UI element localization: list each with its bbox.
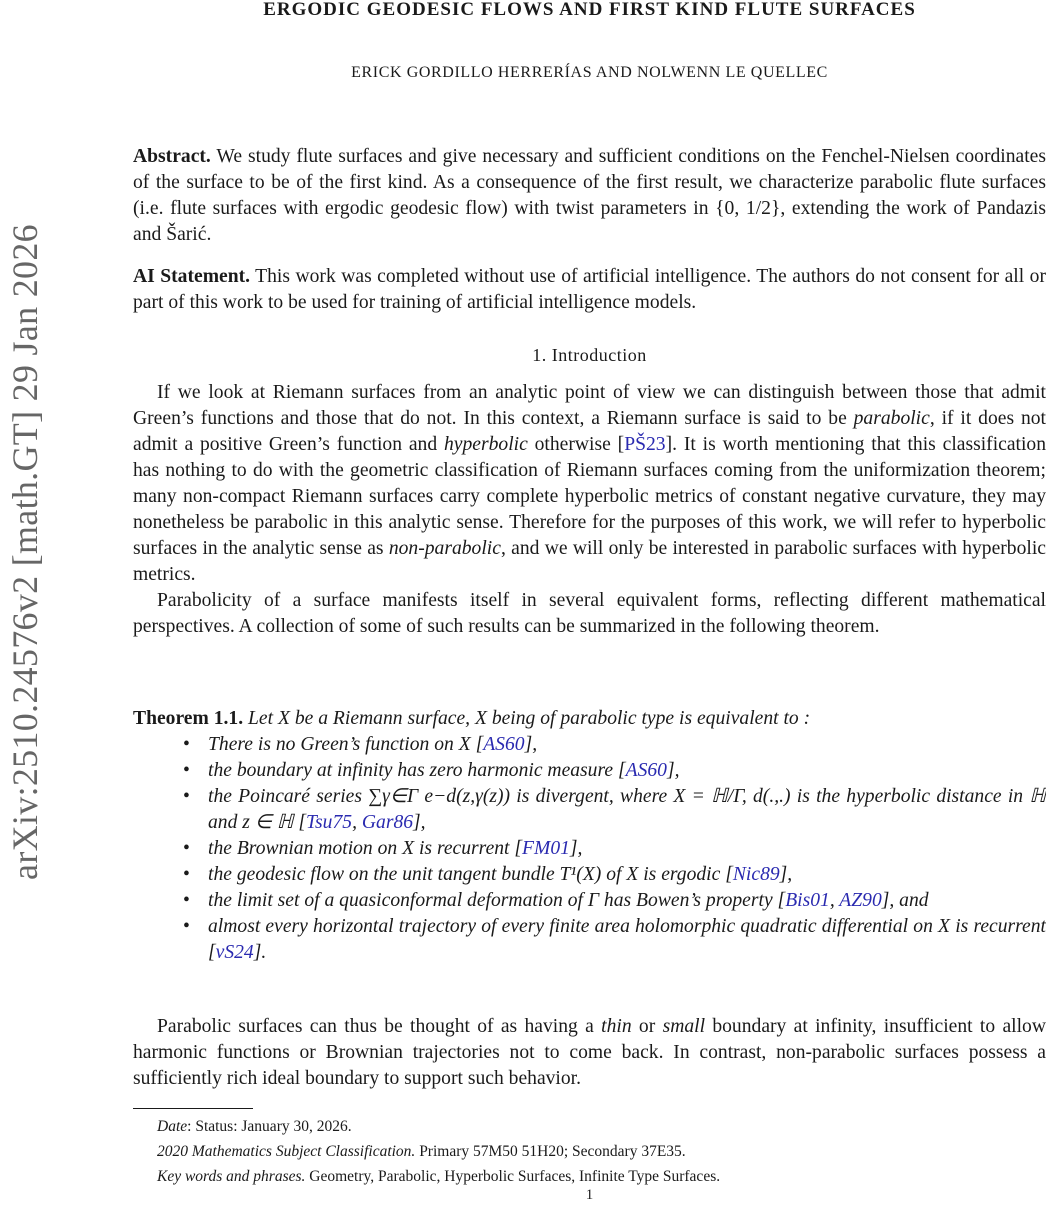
intro-paragraph-2: Parabolicity of a surface manifests itself in several equivalent forms, reflecting different mathematical perspectives. A collection of some of such results can be summarized in the following theorem. (133, 590, 1046, 637)
abstract-text: We study flute surfaces and give necessary and sufficient conditions on the Fenchel-Nielsen coordinates of the surface to be of the first kind. As a consequence of the first result, we characterize parabolic flute surfaces (i.e. flute surfaces with ergodic geodesic flow) with twist parameters in {0, 1/2}, extending the work of Pandazis and Šarić. (133, 146, 1046, 245)
introduction-body (133, 380, 1046, 640)
citation-link[interactable]: vS24 (215, 942, 254, 963)
citation-link[interactable]: AS60 (483, 734, 525, 755)
citation-link[interactable]: Nic89 (732, 864, 780, 885)
ai-statement (133, 264, 1046, 316)
closing-paragraph: Parabolic surfaces can thus be thought of as having a thin or small boundary at infinity, insufficient to allow harmonic functions or Brownian trajectories not to come back. In contrast, non-parabolic surfaces possess a sufficiently rich ideal boundary to support such behavior. (133, 1016, 1046, 1089)
theorem-1-1 (133, 706, 1046, 966)
theorem-condition: • the geodesic flow on the unit tangent bundle T¹(X) of X is ergodic [Nic89], (133, 862, 1046, 888)
citation-link[interactable]: Gar86 (361, 812, 414, 833)
theorem-condition: • the Brownian motion on X is recurrent [FM01], (133, 836, 1046, 862)
abstract (133, 144, 1046, 248)
page-number: 1 (585, 1187, 594, 1203)
theorem-label: Theorem 1.1. (133, 708, 244, 729)
theorem-condition: • the boundary at infinity has zero harmonic measure [AS60], (133, 758, 1046, 784)
theorem-condition: • the limit set of a quasiconformal deformation of Γ has Bowen’s property [Bis01, AZ90], and (133, 888, 1046, 914)
theorem-conditions-list (133, 732, 1046, 966)
abstract-label: Abstract. (133, 146, 211, 167)
citation-link[interactable]: AS60 (625, 760, 667, 781)
footnote-msc: 2020 Mathematics Subject Classification. Primary 57M50 51H20; Secondary 37E35. (157, 1143, 686, 1160)
ai-statement-label: AI Statement. (133, 266, 251, 287)
footnotes (157, 1114, 1046, 1189)
footnote-rule (133, 1108, 253, 1109)
citation-link[interactable]: PŠ23 (624, 434, 666, 455)
citation-link[interactable]: FM01 (522, 838, 570, 859)
citation-link[interactable]: AZ90 (839, 890, 882, 911)
citation-link[interactable]: Tsu75 (305, 812, 353, 833)
section-heading-introduction: 1. Introduction (532, 345, 647, 365)
paper-authors: ERICK GORDILLO HERRERÍAS AND NOLWENN LE QUELLEC (351, 64, 828, 81)
arxiv-identifier: arXiv:2510.24576v2 [math.GT] 29 Jan 2026 (5, 224, 45, 880)
footnote-keywords: Key words and phrases. Geometry, Parabolic, Hyperbolic Surfaces, Infinite Type Surfaces. (157, 1168, 721, 1185)
arxiv-sidebar (4, 180, 46, 925)
paper-title: ERGODIC GEODESIC FLOWS AND FIRST KIND FLUTE SURFACES (263, 0, 916, 20)
intro-paragraph-1: If we look at Riemann surfaces from an analytic point of view we can distinguish between those that admit Green’s functions and those that do not. In this context, a Riemann surface is said to be parabolic, if it does not admit a positive Green’s function and hyperbolic otherwise [PŠ23]. It is worth mentioning that this classification has nothing to do with the geometric classification of Riemann surfaces coming from the uniformization theorem; many non-compact Riemann surfaces carry complete hyperbolic metrics of constant negative curvature, they may nonetheless be parabolic in this analytic sense. Therefore for the purposes of this work, we will refer to hyperbolic surfaces in the analytic sense as non-parabolic, and we will only be interested in parabolic surfaces with hyperbolic metrics. (133, 382, 1046, 585)
footnote-date: Date: Status: January 30, 2026. (157, 1118, 352, 1135)
theorem-statement: Let X be a Riemann surface, X being of parabolic type is equivalent to : (248, 708, 811, 729)
theorem-condition: • the Poincaré series ∑γ∈Γ e−d(z,γ(z)) is divergent, where X = ℍ/Γ, d(.,.) is the hyperbolic distance in ℍ and z ∈ ℍ [Tsu75, Gar86], (133, 784, 1046, 836)
citation-link[interactable]: Bis01 (785, 890, 830, 911)
theorem-condition: • almost every horizontal trajectory of every finite area holomorphic quadratic differential on X is recurrent [vS24]. (133, 914, 1046, 966)
theorem-condition: • There is no Green’s function on X [AS60], (133, 732, 1046, 758)
ai-statement-text: This work was completed without use of artificial intelligence. The authors do not consent for all or part of this work to be used for training of artificial intelligence models. (133, 266, 1046, 313)
